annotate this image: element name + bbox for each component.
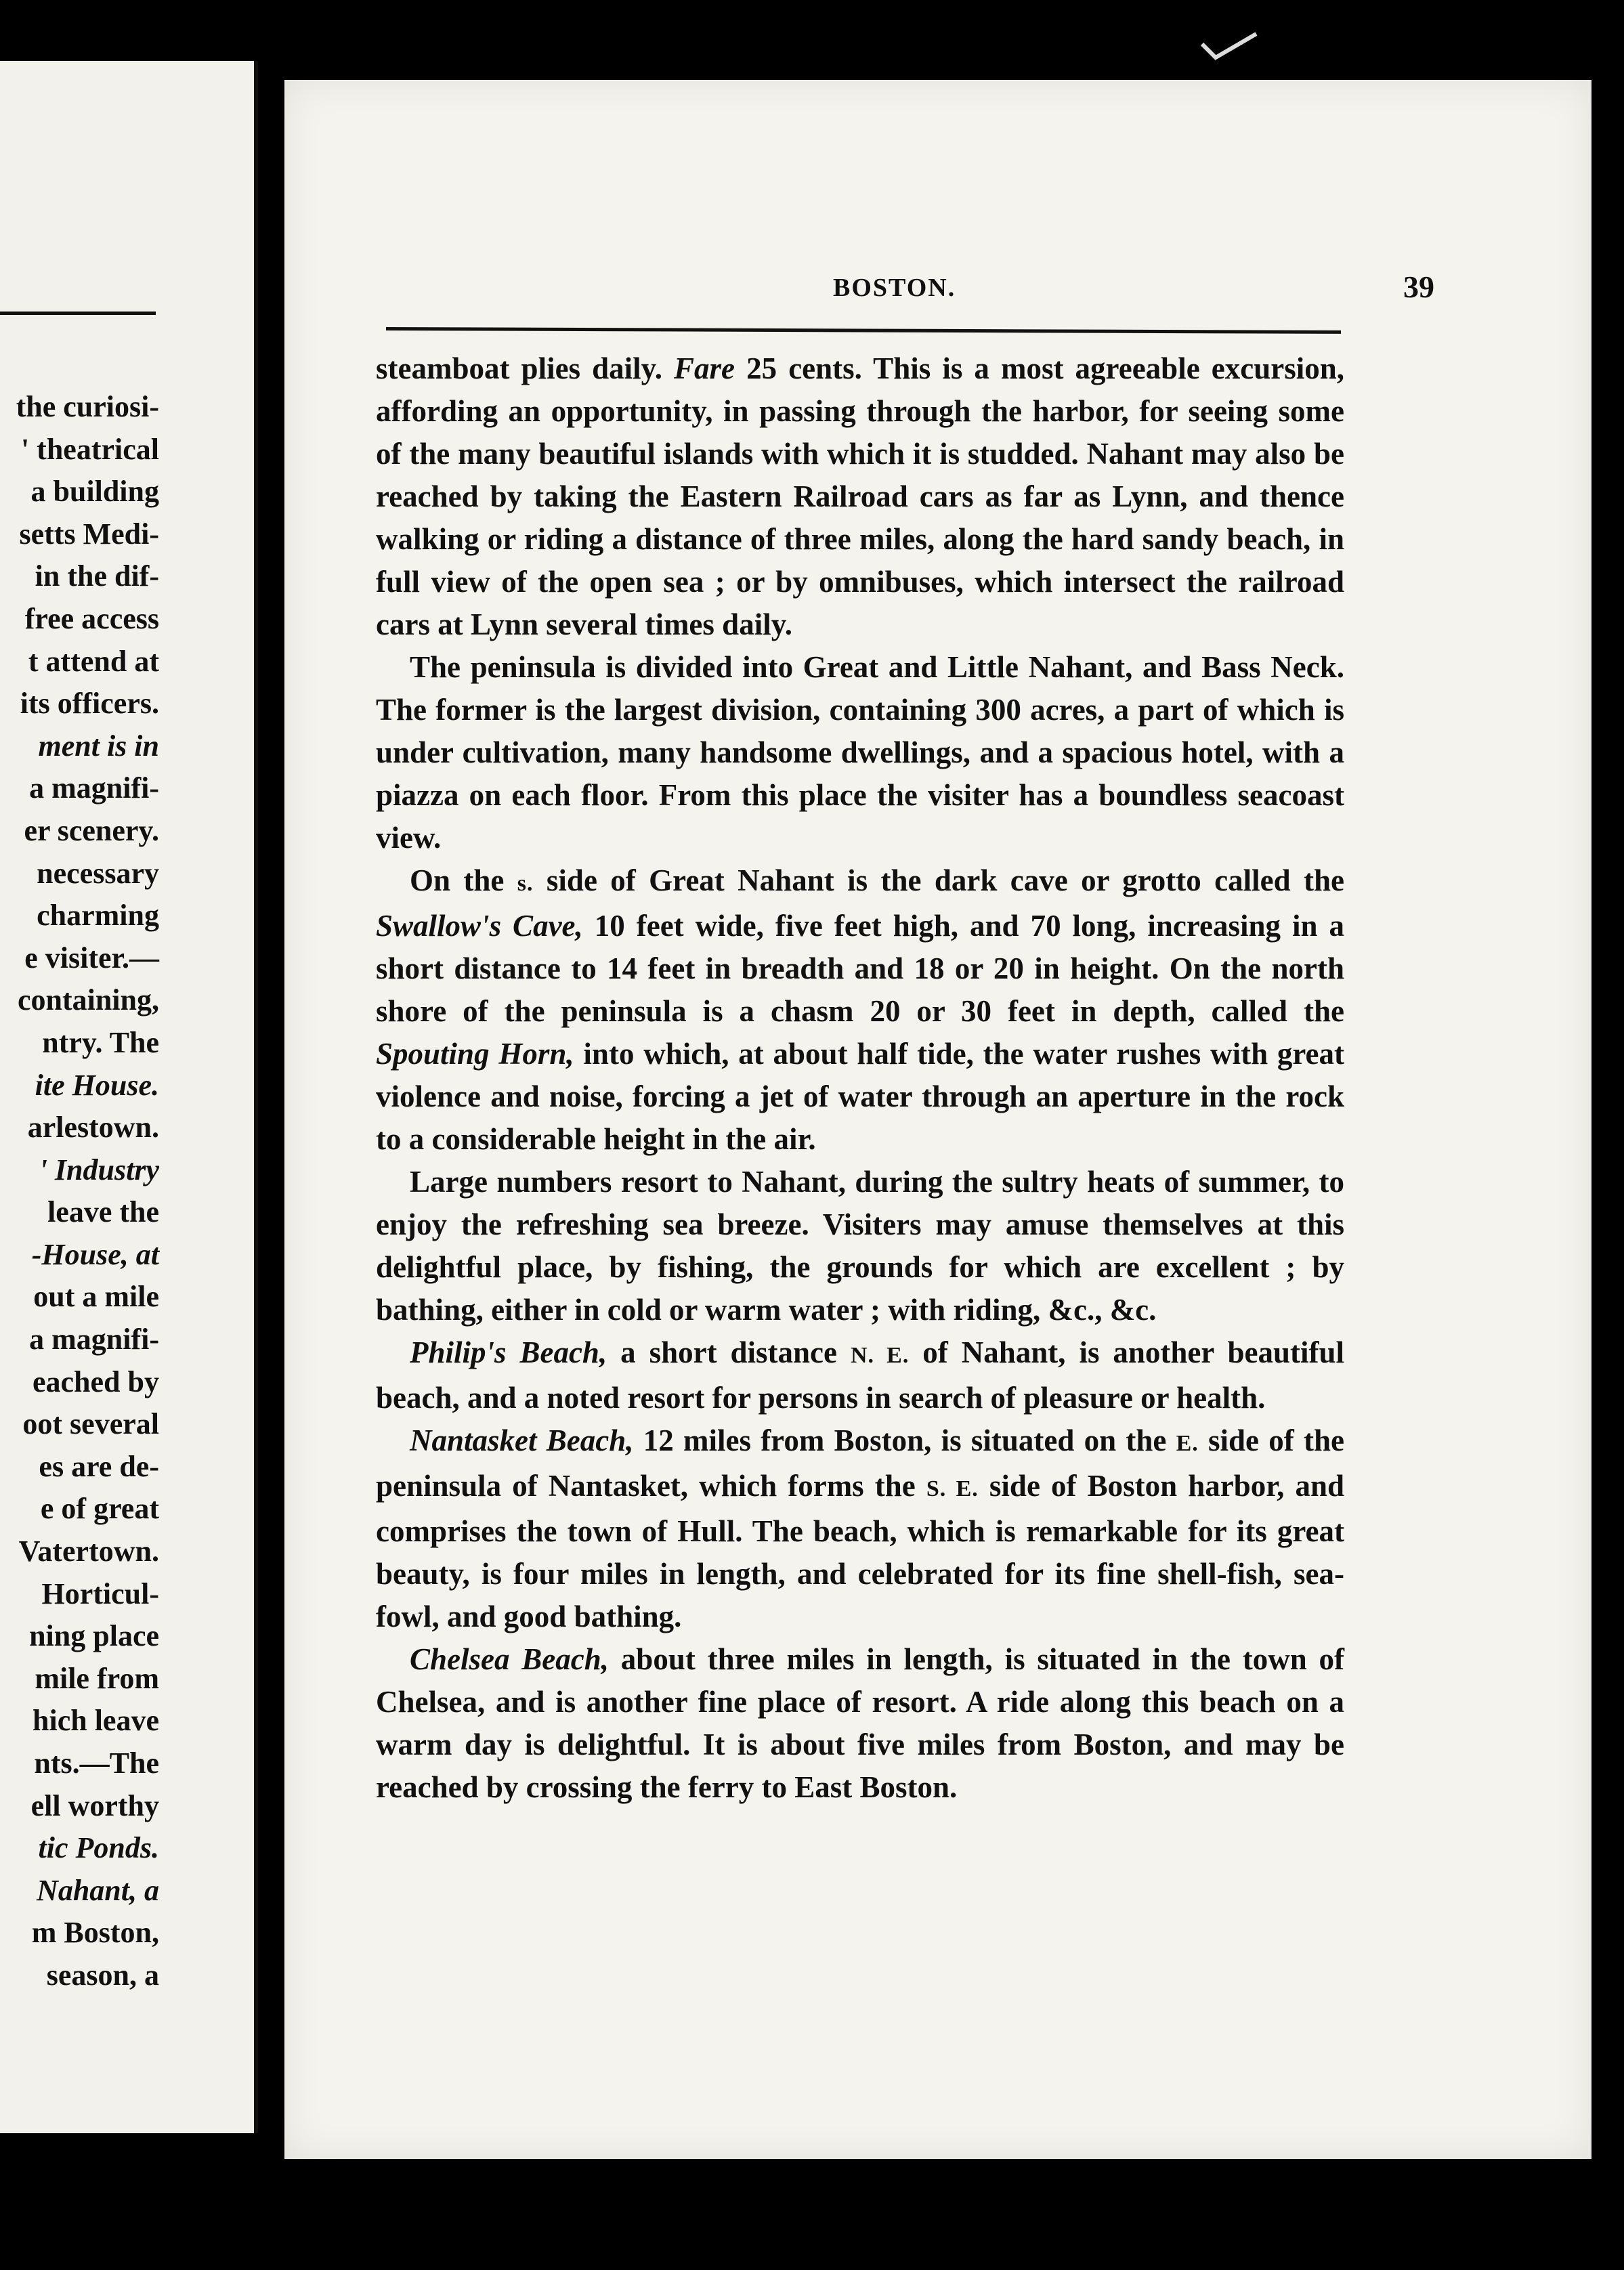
previous-page-line: Vatertown.	[18, 1535, 159, 1568]
previous-page-line: in the dif-	[35, 559, 159, 593]
previous-page-line: out a mile	[33, 1280, 159, 1314]
previous-page-line: ntry. The	[42, 1025, 159, 1059]
page-number: 39	[1403, 270, 1434, 304]
previous-page-line: free access	[24, 601, 159, 635]
previous-page-line: necessary	[37, 856, 159, 890]
previous-page-line: er scenery.	[24, 813, 159, 847]
previous-page-line: ell worthy	[30, 1789, 159, 1822]
previous-page-rule	[0, 312, 156, 315]
paragraph-1: steamboat plies daily. Fare 25 cents. This is a most agreeable excursion, affording an opportunity, in passing through the harbor, for seeing some of the many beautiful islands with which it is studded. Nahant may also be reached by taking the Eastern Railroad cars as far as Lynn, and thence walking or riding a distance of three miles, along the hard sandy beach, in full view of the open sea ; or by omnibuses, which intersect the railroad cars at Lynn several times daily.	[376, 351, 1344, 641]
previous-page-line: Nahant, a	[37, 1873, 159, 1907]
previous-page-line: nts.—The	[34, 1747, 159, 1780]
previous-page-text	[16, 386, 159, 1997]
previous-page-line: m Boston,	[31, 1916, 159, 1950]
paragraph-7: Chelsea Beach, about three miles in length, is situated in the town of Chelsea, and is another fine place of resort. A ride along this beach on a warm day is delightful. It is about five miles from Boston, and may be reached by crossing the ferry to East Boston.	[376, 1642, 1344, 1804]
previous-page-line: arlestown.	[27, 1111, 159, 1144]
previous-page-line: a building	[30, 475, 159, 509]
book-page	[284, 80, 1591, 2159]
previous-page-line: ' theatrical	[20, 432, 159, 466]
paragraph-6: Nantasket Beach, 12 miles from Boston, is situated on the E. side of the peninsula of Nantasket, which forms the S. E. side of Boston harbor, and comprises the town of Hull. The beach, which is remarkable for its great beauty, is four miles in length, and celebrated for its fine shell-fish, sea-fowl, and good bathing.	[376, 1423, 1344, 1633]
previous-page-line: containing,	[17, 983, 159, 1017]
paragraph-4: Large numbers resort to Nahant, during the sultry heats of summer, to enjoy the refreshing sea breeze. Visiters may amuse themselves at this delightful place, by fishing, the grounds for which are excellent ; by bathing, either in cold or warm water ; with riding, &c., &c.	[376, 1165, 1344, 1327]
previous-page-line: ite House.	[35, 1068, 159, 1102]
previous-page-line: eached by	[33, 1365, 159, 1398]
check-mark-icon	[1199, 30, 1260, 64]
header-rule	[386, 327, 1341, 334]
previous-page-line: t attend at	[28, 644, 159, 678]
previous-page-line: hich leave	[33, 1704, 159, 1738]
previous-page-line: oot several	[22, 1407, 159, 1441]
previous-page-line: mile from	[35, 1661, 159, 1695]
previous-page-line: a magnifi-	[29, 771, 159, 805]
previous-page-line: season, a	[46, 1958, 159, 1992]
previous-page-line: ' Industry	[39, 1153, 159, 1186]
page-header	[386, 270, 1434, 314]
previous-page-line: e of great	[40, 1492, 159, 1526]
previous-page-line: a magnifi-	[29, 1323, 159, 1356]
paragraph-5: Philip's Beach, a short distance N. E. of Nahant, is another beautiful beach, and a noted resort for persons in search of pleasure or health.	[376, 1335, 1345, 1415]
previous-page-line: -House, at	[31, 1237, 159, 1271]
previous-page-line: setts Medi-	[19, 517, 159, 551]
paragraph-3: On the s. side of Great Nahant is the dark cave or grotto called the Swallow's Cave, 10 feet wide, five feet high, and 70 long, increasing in a short distance to 14 feet in breadth and 18 or 20 in height. On the north shore of the peninsula is a chasm 20 or 30 feet in depth, called the Spouting Horn, into which, at about half tide, the water rushes with great violence and noise, forcing a jet of water through an aperture in the rock to a considerable height in the air.	[376, 863, 1344, 1156]
previous-page-line: Horticul-	[41, 1577, 159, 1610]
previous-page-line: ment is in	[38, 729, 159, 763]
previous-page-line: e visiter.—	[24, 941, 159, 975]
previous-page-line: its officers.	[20, 687, 159, 721]
paragraph-2: The peninsula is divided into Great and Little Nahant, and Bass Neck. The former is the largest division, containing 300 acres, a part of which is under cultivation, many handsome dwellings, and a spacious hotel, with a piazza on each floor. From this place the visiter has a boundless seacoast view.	[376, 650, 1344, 855]
running-title: BOSTON.	[833, 274, 956, 302]
previous-page-line: tic Ponds.	[38, 1831, 159, 1865]
previous-page-line: the curiosi-	[16, 390, 159, 423]
previous-page	[0, 61, 258, 2133]
previous-page-line: es are de-	[39, 1449, 159, 1483]
page-body	[376, 347, 1344, 1809]
previous-page-line: ning place	[29, 1619, 159, 1653]
previous-page-line: charming	[37, 899, 159, 933]
previous-page-line: leave the	[47, 1195, 159, 1229]
